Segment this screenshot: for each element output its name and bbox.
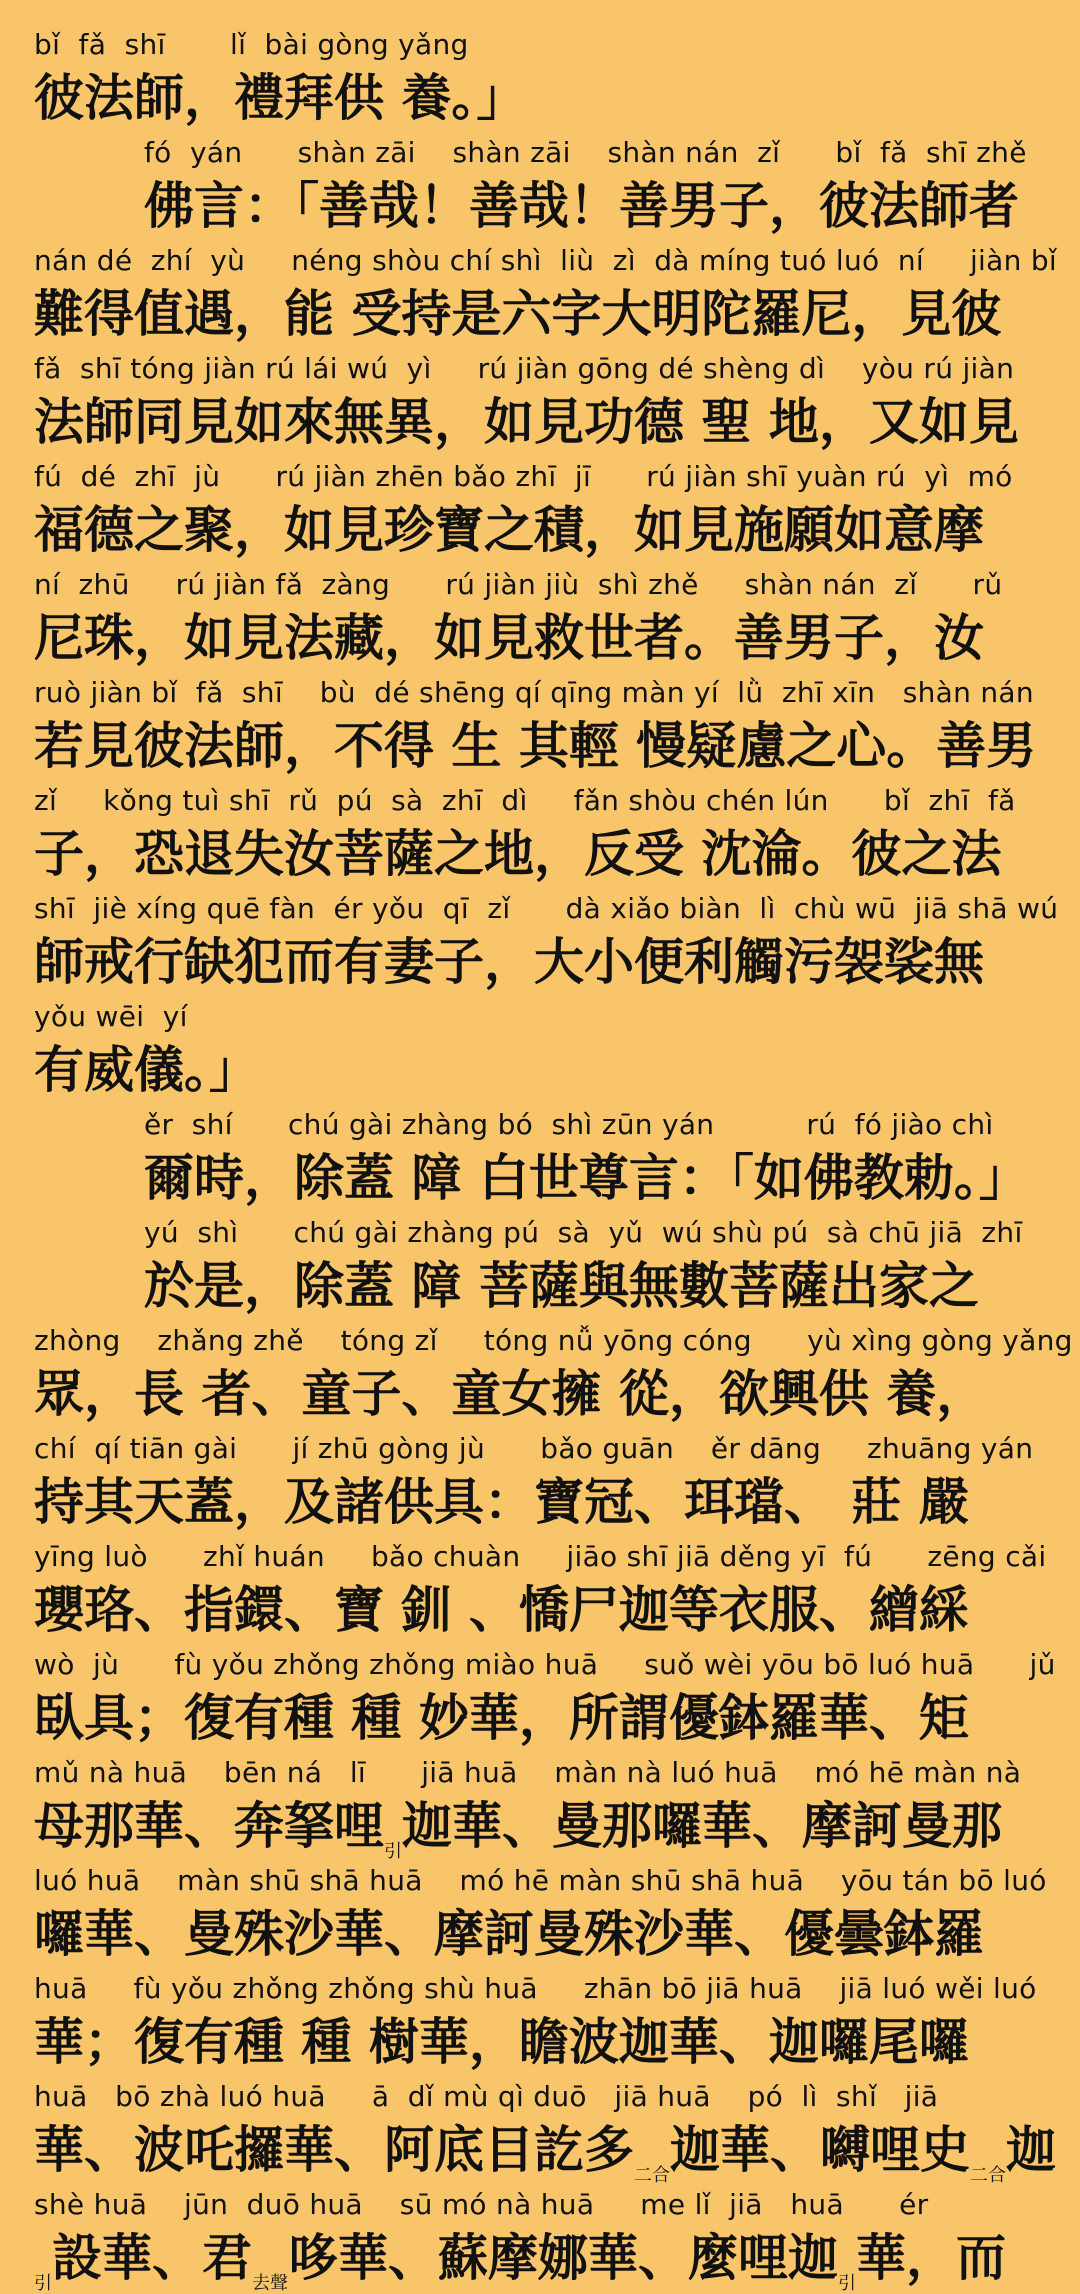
pinyin-annotation: nán dé zhí yù néng shòu chí shì liù zì dà míng tuó luó ní jiàn bǐ xyxy=(34,244,1057,277)
chinese-text: 臥具；復有種 種 妙華，所謂優鉢羅華、矩 xyxy=(34,1689,969,1747)
chinese-text: 福德之聚，如見珍寶之積，如見施願如意摩 xyxy=(34,501,984,559)
chinese-text: 佛言：「善哉！善哉！善男子，彼法師者 xyxy=(144,177,1019,235)
verse-line xyxy=(34,892,1059,996)
verse-line xyxy=(34,568,1050,672)
pronunciation-note: 引 xyxy=(384,1841,402,1862)
pronunciation-note: 二合 xyxy=(634,2165,670,2186)
pronunciation-note: 去聲 xyxy=(252,2273,288,2294)
pronunciation-note: 引 xyxy=(838,2273,856,2294)
verse-line xyxy=(34,1864,1050,1968)
verse-line xyxy=(34,2188,1050,2292)
verse-line xyxy=(34,1216,1050,1320)
verse-line xyxy=(34,1648,1056,1752)
verse-line xyxy=(34,1108,1050,1212)
chinese-text: 眾，長 者、童子、童女擁 從，欲興供 養， xyxy=(34,1365,987,1423)
chinese-text: 有威儀。」 xyxy=(34,1041,259,1099)
verse-line xyxy=(34,460,1050,564)
chinese-text: 母那華、奔拏哩引迦華、曼那囉華、摩訶曼那 xyxy=(34,1797,1002,1862)
verse-line xyxy=(34,136,1050,240)
pinyin-annotation: shè huā jūn duō huā sū mó nà huā me lǐ jiā huā ér xyxy=(34,2188,929,2221)
pinyin-annotation: fǎ shī tóng jiàn rú lái wú yì rú jiàn gōng dé shèng dì yòu rú jiàn xyxy=(34,352,1015,385)
chinese-text: 於是，除蓋 障 菩薩與無數菩薩出家之 xyxy=(144,1257,979,1315)
chinese-text: 法師同見如來無異，如見功德 聖 地，又如見 xyxy=(34,393,1019,451)
pronunciation-note: 引 xyxy=(34,2273,52,2294)
pinyin-annotation: ní zhū rú jiàn fǎ zàng rú jiàn jiù shì zhě shàn nán zǐ rǔ xyxy=(34,568,1003,601)
verse-line xyxy=(34,676,1050,780)
pinyin-annotation: zǐ kǒng tuì shī rǔ pú sà zhī dì fǎn shòu chén lún bǐ zhī fǎ xyxy=(34,784,1016,817)
chinese-text: 難得值遇，能 受持是六字大明陀羅尼，見彼 xyxy=(34,285,1002,343)
pinyin-annotation: fú dé zhī jù rú jiàn zhēn bǎo zhī jī rú jiàn shī yuàn rú yì mó xyxy=(34,460,1013,493)
chinese-text: 囉華、曼殊沙華、摩訶曼殊沙華、優曇鉢羅 xyxy=(34,1905,984,1963)
pinyin-annotation: ruò jiàn bǐ fǎ shī bù dé shēng qí qīng màn yí lǜ zhī xīn shàn nán xyxy=(34,676,1034,709)
verse-line xyxy=(34,352,1050,456)
verse-line xyxy=(34,28,1050,132)
pinyin-annotation: fó yán shàn zāi shàn zāi shàn nán zǐ bǐ fǎ shī zhě xyxy=(144,136,1027,169)
pinyin-annotation: bǐ fǎ shī lǐ bài gòng yǎng xyxy=(34,28,469,61)
verse-line xyxy=(34,1324,1073,1428)
pinyin-annotation: shī jiè xíng quē fàn ér yǒu qī zǐ dà xiǎo biàn lì chù wū jiā shā wú xyxy=(34,892,1059,925)
pinyin-annotation: yǒu wēi yí xyxy=(34,1000,188,1033)
pinyin-annotation: yú shì chú gài zhàng pú sà yǔ wú shù pú sà chū jiā zhī xyxy=(144,1216,1023,1249)
chinese-text: 師戒行缺犯而有妻子，大小便利觸污袈裟無 xyxy=(34,933,984,991)
verse-line xyxy=(34,1000,1050,1104)
chinese-text: 華、波吒攞華、阿底目訖多二合迦華、嚩哩史二合迦 xyxy=(34,2121,1056,2186)
verse-line xyxy=(34,1756,1050,1860)
pinyin-annotation: chí qí tiān gài jí zhū gòng jù bǎo guān ěr dāng zhuāng yán xyxy=(34,1432,1034,1465)
pinyin-annotation: huā bō zhà luó huā ā dǐ mù qì duō jiā huā pó lì shǐ jiā xyxy=(34,2080,939,2113)
verse-line xyxy=(34,1540,1050,1644)
chinese-text: 子，恐退失汝菩薩之地，反受 沈淪。彼之法 xyxy=(34,825,1002,883)
chinese-text: 持其天蓋，及諸供具：寶冠、珥璫、 莊 嚴 xyxy=(34,1473,969,1531)
pinyin-annotation: wò jù fù yǒu zhǒng zhǒng miào huā suǒ wèi yōu bō luó huā jǔ xyxy=(34,1648,1056,1681)
chinese-text: 爾時，除蓋 障 白世尊言：「如佛教勅。」 xyxy=(144,1149,1029,1207)
pinyin-annotation: ěr shí chú gài zhàng bó shì zūn yán rú fó jiào chì xyxy=(144,1108,994,1141)
pronunciation-note: 二合 xyxy=(970,2165,1006,2186)
chinese-text: 引設華、君去聲哆華、蘇摩娜華、麼哩迦引華，而 xyxy=(34,2229,1006,2294)
pinyin-annotation: huā fù yǒu zhǒng zhǒng shù huā zhān bō jiā huā jiā luó wěi luó xyxy=(34,1972,1037,2005)
verse-line xyxy=(34,2080,1056,2186)
chinese-text: 彼法師，禮拜供 養。」 xyxy=(34,69,527,127)
chinese-text: 瓔珞、指鐶、寶 釧 、憍尸迦等衣服、繒綵 xyxy=(34,1581,969,1639)
verse-line xyxy=(34,1432,1050,1536)
verse-line xyxy=(34,784,1050,888)
pinyin-annotation: mǔ nà huā bēn ná lī jiā huā màn nà luó huā mó hē màn nà xyxy=(34,1756,1022,1789)
pinyin-annotation: luó huā màn shū shā huā mó hē màn shū shā huā yōu tán bō luó xyxy=(34,1864,1047,1897)
pinyin-annotation: yīng luò zhǐ huán bǎo chuàn jiāo shī jiā děng yī fú zēng cǎi xyxy=(34,1540,1047,1573)
chinese-text: 尼珠，如見法藏，如見救世者。善男子，汝 xyxy=(34,609,984,667)
pinyin-annotation: zhòng zhǎng zhě tóng zǐ tóng nǚ yōng cóng yù xìng gòng yǎng xyxy=(34,1324,1073,1357)
verse-line xyxy=(34,244,1057,348)
chinese-text: 若見彼法師，不得 生 其輕 慢疑慮之心。善男 xyxy=(34,717,1037,775)
chinese-text: 華；復有種 種 樹華，瞻波迦華、迦囉尾囉 xyxy=(34,2013,969,2071)
verse-line xyxy=(34,1972,1050,2076)
